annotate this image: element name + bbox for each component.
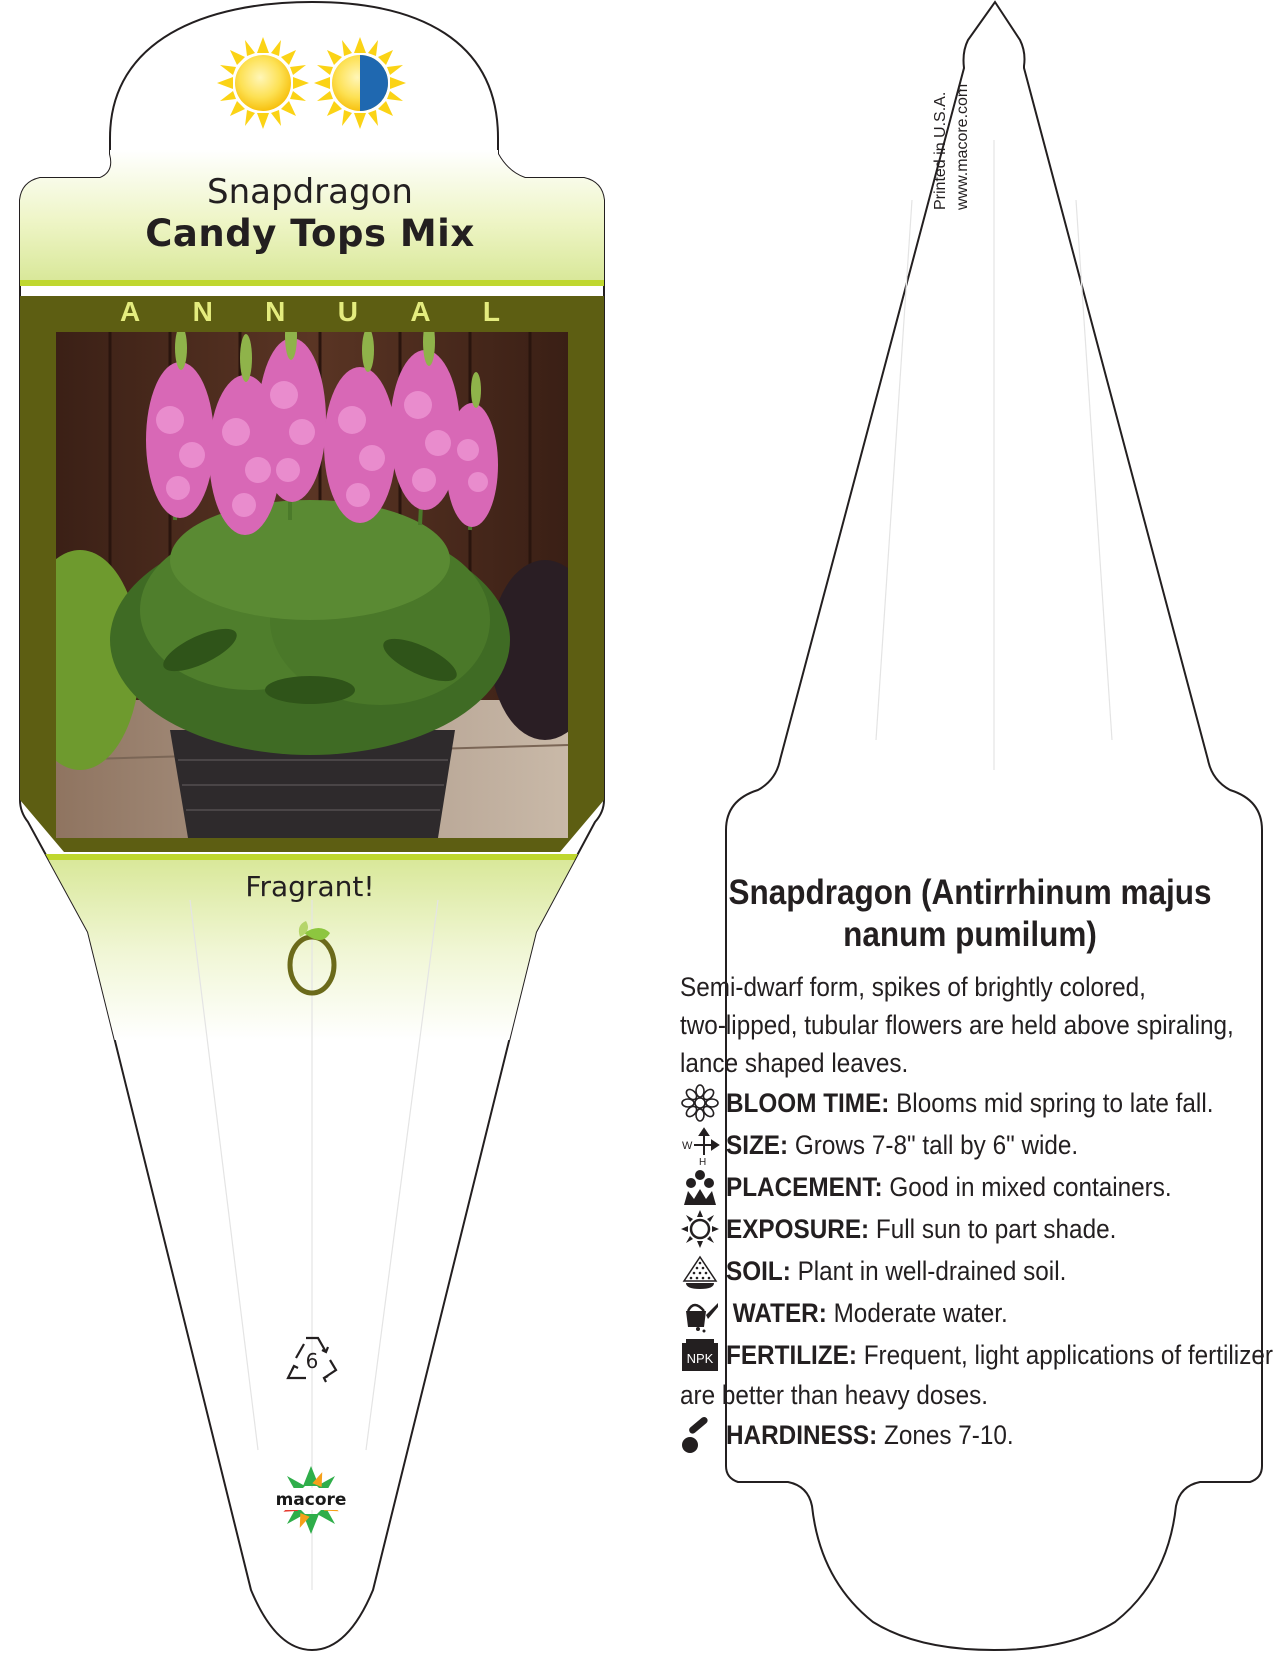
size-arrows-icon [680, 1125, 720, 1165]
hardiness-row [680, 1414, 1270, 1456]
plant-type-letter: A [410, 296, 431, 327]
bloom-time-value: Blooms mid spring to late fall. [896, 1088, 1214, 1118]
description [680, 968, 1265, 1082]
placement-label: PLACEMENT: [726, 1172, 883, 1202]
variety-name: Candy Tops Mix [145, 212, 475, 255]
size-icon-h: H [699, 1157, 707, 1165]
printed-in-line: Printed in U.S.A. [932, 91, 949, 210]
npk-icon-text: NPK [686, 1351, 714, 1366]
npk-fertilizer-icon [680, 1335, 720, 1375]
hardiness-label: HARDINESS: [726, 1420, 878, 1450]
size-row [680, 1124, 1270, 1166]
placement-value: Good in mixed containers. [889, 1172, 1172, 1202]
size-value: Grows 7-8" tall by 6" wide. [794, 1130, 1079, 1160]
description-line: Semi-dwarf form, spikes of brightly colored, [680, 972, 1146, 1002]
plant-type-letter: A [120, 296, 141, 327]
plant-type-letter: U [337, 296, 358, 327]
brand-name: macore [275, 1490, 347, 1510]
hardiness-value: Zones 7-10. [883, 1420, 1014, 1450]
flower-icon [680, 1083, 720, 1123]
care-info [680, 968, 1273, 1456]
pink-snapdragon-planter-photo [20, 312, 600, 840]
fertilize-row [680, 1334, 1273, 1376]
plant-type-label [120, 296, 500, 330]
size-label: SIZE: [726, 1130, 789, 1160]
sun-exposure-icon [680, 1209, 720, 1249]
website-line: www.macore.com [954, 83, 971, 210]
fertilize-value: Frequent, light applications of fertilizer [863, 1340, 1273, 1370]
soil-label: SOIL: [726, 1256, 791, 1286]
recycle-code: 6 [305, 1349, 319, 1373]
fertilize-continuation: are better than heavy doses. [680, 1380, 989, 1410]
botanical-title: Snapdragon (Antirrhinum majus nanum pumilum) [728, 873, 1212, 954]
water-value: Moderate water. [833, 1298, 1008, 1328]
exposure-row [680, 1208, 1270, 1250]
placement-plants-icon [680, 1167, 720, 1207]
part-shade-sun-icon [314, 37, 406, 129]
common-name: Snapdragon [207, 172, 413, 212]
bloom-time-row [680, 1082, 1270, 1124]
description-line: lance shaped leaves. [680, 1048, 909, 1078]
exposure-label: EXPOSURE: [726, 1214, 870, 1244]
fertilize-label: FERTILIZE: [726, 1340, 857, 1370]
feature-text: Fragrant! [245, 870, 375, 903]
water-label: WATER: [732, 1298, 827, 1328]
description-line: two-lipped, tubular flowers are held above spiraling, [680, 1010, 1234, 1040]
watering-can-icon [680, 1293, 720, 1333]
thermometer-icon [680, 1415, 720, 1455]
soil-row [680, 1250, 1270, 1292]
soil-value: Plant in well-drained soil. [797, 1256, 1067, 1286]
plant-type-letter: L [482, 296, 500, 327]
water-row [680, 1292, 1270, 1334]
exposure-value: Full sun to part shade. [875, 1214, 1117, 1244]
soil-icon [680, 1251, 720, 1291]
placement-row [680, 1166, 1270, 1208]
full-sun-icon [217, 37, 309, 129]
bloom-time-label: BLOOM TIME: [726, 1088, 890, 1118]
plant-type-letter: N [265, 296, 286, 327]
plant-type-letter: N [192, 296, 213, 327]
print-credits [930, 84, 974, 210]
size-icon-w: W [682, 1140, 693, 1152]
